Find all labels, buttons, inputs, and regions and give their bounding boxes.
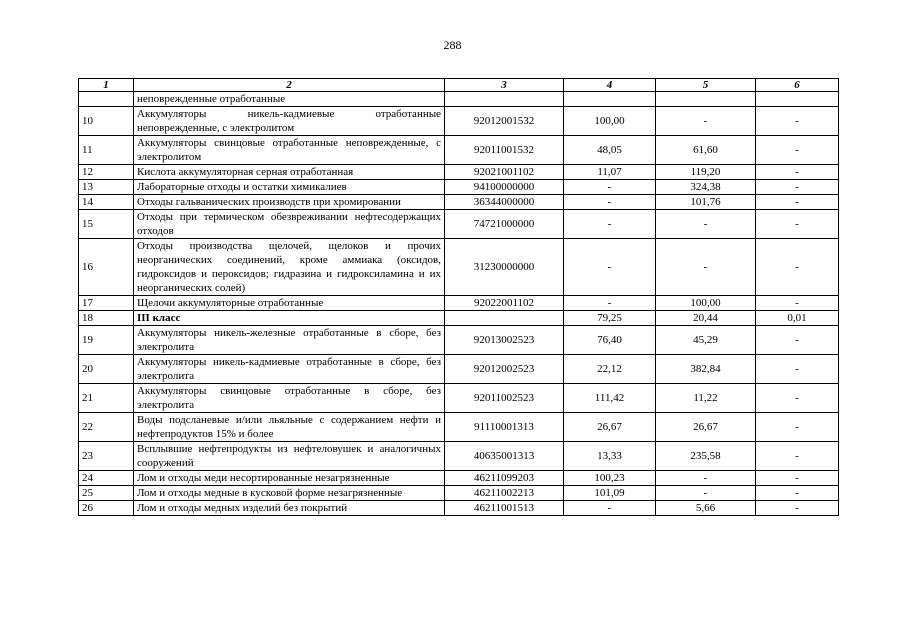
value-col5-cell: 26,67: [656, 413, 756, 442]
value-col5-cell: 382,84: [656, 355, 756, 384]
header-col-4: 4: [564, 79, 656, 92]
page-number: 288: [443, 38, 462, 52]
waste-code-cell: 92012002523: [445, 355, 564, 384]
waste-name-cell: Воды подсланевые и/или льяльные с содержанием нефти и нефтепродуктов 15% и более: [134, 413, 445, 442]
table-body: [79, 92, 839, 516]
value-col6-cell: -: [756, 442, 839, 471]
value-col5-cell: -: [656, 486, 756, 501]
row-number-cell: 21: [79, 384, 134, 413]
table-row: [79, 326, 839, 355]
waste-name-cell: Щелочи аккумуляторные отработанные: [134, 296, 445, 311]
waste-code-cell: 92012001532: [445, 107, 564, 136]
value-col4-cell: 13,33: [564, 442, 656, 471]
waste-name-cell: III класс: [134, 311, 445, 326]
value-col4-cell: 76,40: [564, 326, 656, 355]
value-col6-cell: -: [756, 471, 839, 486]
waste-code-cell: 40635001313: [445, 442, 564, 471]
waste-code-cell: [445, 311, 564, 326]
row-number-cell: 17: [79, 296, 134, 311]
waste-name-cell: Лабораторные отходы и остатки химикалиев: [134, 180, 445, 195]
value-col6-cell: -: [756, 384, 839, 413]
header-col-6: 6: [756, 79, 839, 92]
waste-name-cell: Всплывшие нефтепродукты из нефтеловушек и аналогичных сооружений: [134, 442, 445, 471]
value-col5-cell: 45,29: [656, 326, 756, 355]
waste-code-cell: 74721000000: [445, 210, 564, 239]
value-col5-cell: [656, 92, 756, 107]
row-number-cell: 12: [79, 165, 134, 180]
row-number-cell: 18: [79, 311, 134, 326]
value-col4-cell: -: [564, 239, 656, 296]
waste-code-cell: 46211001513: [445, 501, 564, 516]
table-row: [79, 486, 839, 501]
table-row: [79, 107, 839, 136]
header-col-2: 2: [134, 79, 445, 92]
waste-code-cell: 94100000000: [445, 180, 564, 195]
value-col5-cell: 235,58: [656, 442, 756, 471]
value-col4-cell: 48,05: [564, 136, 656, 165]
value-col6-cell: -: [756, 413, 839, 442]
value-col6-cell: -: [756, 296, 839, 311]
row-number-cell: 26: [79, 501, 134, 516]
value-col4-cell: [564, 92, 656, 107]
table-row: [79, 296, 839, 311]
waste-name-cell: Кислота аккумуляторная серная отработанная: [134, 165, 445, 180]
value-col5-cell: 61,60: [656, 136, 756, 165]
waste-code-cell: 46211099203: [445, 471, 564, 486]
waste-code-cell: 92013002523: [445, 326, 564, 355]
value-col6-cell: -: [756, 326, 839, 355]
waste-code-cell: 92011002523: [445, 384, 564, 413]
waste-name-cell: Отходы гальванических производств при хромировании: [134, 195, 445, 210]
row-number-cell: 11: [79, 136, 134, 165]
table-row: [79, 355, 839, 384]
value-col4-cell: -: [564, 210, 656, 239]
value-col5-cell: 20,44: [656, 311, 756, 326]
header-col-1: 1: [79, 79, 134, 92]
value-col4-cell: 79,25: [564, 311, 656, 326]
waste-code-cell: 92021001102: [445, 165, 564, 180]
row-number-cell: 23: [79, 442, 134, 471]
value-col5-cell: 119,20: [656, 165, 756, 180]
waste-name-cell: Лом и отходы медных изделий без покрытий: [134, 501, 445, 516]
waste-code-cell: [445, 92, 564, 107]
value-col6-cell: -: [756, 180, 839, 195]
value-col6-cell: -: [756, 165, 839, 180]
waste-name-cell: Аккумуляторы свинцовые отработанные в сборе, без электролита: [134, 384, 445, 413]
waste-name-cell: Аккумуляторы свинцовые отработанные неповрежденные, с электролитом: [134, 136, 445, 165]
waste-name-cell: Аккумуляторы никель-железные отработанные в сборе, без электролита: [134, 326, 445, 355]
value-col6-cell: -: [756, 486, 839, 501]
row-number-cell: [79, 92, 134, 107]
value-col4-cell: 100,00: [564, 107, 656, 136]
row-number-cell: 15: [79, 210, 134, 239]
value-col5-cell: -: [656, 107, 756, 136]
value-col4-cell: -: [564, 180, 656, 195]
value-col4-cell: 22,12: [564, 355, 656, 384]
value-col4-cell: 100,23: [564, 471, 656, 486]
waste-name-cell: Лом и отходы медные в кусковой форме незагрязненные: [134, 486, 445, 501]
row-number-cell: 19: [79, 326, 134, 355]
waste-code-cell: 92022001102: [445, 296, 564, 311]
value-col4-cell: 11,07: [564, 165, 656, 180]
waste-name-cell: Отходы производства щелочей, щелоков и прочих неорганических соединений, кроме аммиака (оксидов, гидроксидов и пероксидов; гидразина и гидроксиламина и их неорганических солей): [134, 239, 445, 296]
value-col5-cell: 11,22: [656, 384, 756, 413]
value-col6-cell: -: [756, 355, 839, 384]
value-col5-cell: 100,00: [656, 296, 756, 311]
value-col5-cell: 324,38: [656, 180, 756, 195]
header-col-3: 3: [445, 79, 564, 92]
value-col4-cell: -: [564, 501, 656, 516]
waste-table: [78, 78, 839, 516]
value-col4-cell: 111,42: [564, 384, 656, 413]
waste-name-cell: Лом и отходы меди несортированные незагрязненные: [134, 471, 445, 486]
value-col5-cell: -: [656, 210, 756, 239]
table-row: [79, 136, 839, 165]
value-col6-cell: -: [756, 136, 839, 165]
value-col5-cell: 101,76: [656, 195, 756, 210]
value-col4-cell: 26,67: [564, 413, 656, 442]
row-number-cell: 16: [79, 239, 134, 296]
value-col4-cell: -: [564, 195, 656, 210]
row-number-cell: 24: [79, 471, 134, 486]
table-row: [79, 165, 839, 180]
row-number-cell: 20: [79, 355, 134, 384]
value-col6-cell: 0,01: [756, 311, 839, 326]
value-col5-cell: -: [656, 471, 756, 486]
row-number-cell: 13: [79, 180, 134, 195]
waste-name-cell: Аккумуляторы никель-кадмиевые отработанные в сборе, без электролита: [134, 355, 445, 384]
table-row: [79, 384, 839, 413]
value-col6-cell: -: [756, 195, 839, 210]
table-row: [79, 413, 839, 442]
value-col6-cell: [756, 92, 839, 107]
header-col-5: 5: [656, 79, 756, 92]
value-col6-cell: -: [756, 210, 839, 239]
table-row: [79, 180, 839, 195]
table-row: [79, 210, 839, 239]
value-col5-cell: -: [656, 239, 756, 296]
waste-code-cell: 91110001313: [445, 413, 564, 442]
value-col6-cell: -: [756, 107, 839, 136]
value-col5-cell: 5,66: [656, 501, 756, 516]
waste-code-cell: 31230000000: [445, 239, 564, 296]
table-row: [79, 501, 839, 516]
waste-name-cell: неповрежденные отработанные: [134, 92, 445, 107]
table-row: [79, 311, 839, 326]
waste-name-cell: Отходы при термическом обезвреживании нефтесодержащих отходов: [134, 210, 445, 239]
value-col6-cell: -: [756, 501, 839, 516]
table-row: [79, 239, 839, 296]
value-col4-cell: 101,09: [564, 486, 656, 501]
waste-code-cell: 36344000000: [445, 195, 564, 210]
table-header-row: [79, 79, 839, 92]
table-row: [79, 471, 839, 486]
value-col6-cell: -: [756, 239, 839, 296]
row-number-cell: 14: [79, 195, 134, 210]
table-row: [79, 92, 839, 107]
row-number-cell: 25: [79, 486, 134, 501]
table-row: [79, 195, 839, 210]
row-number-cell: 22: [79, 413, 134, 442]
value-col4-cell: -: [564, 296, 656, 311]
row-number-cell: 10: [79, 107, 134, 136]
table-row: [79, 442, 839, 471]
waste-code-cell: 46211002213: [445, 486, 564, 501]
waste-code-cell: 92011001532: [445, 136, 564, 165]
waste-name-cell: Аккумуляторы никель-кадмиевые отработанные неповрежденные, с электролитом: [134, 107, 445, 136]
